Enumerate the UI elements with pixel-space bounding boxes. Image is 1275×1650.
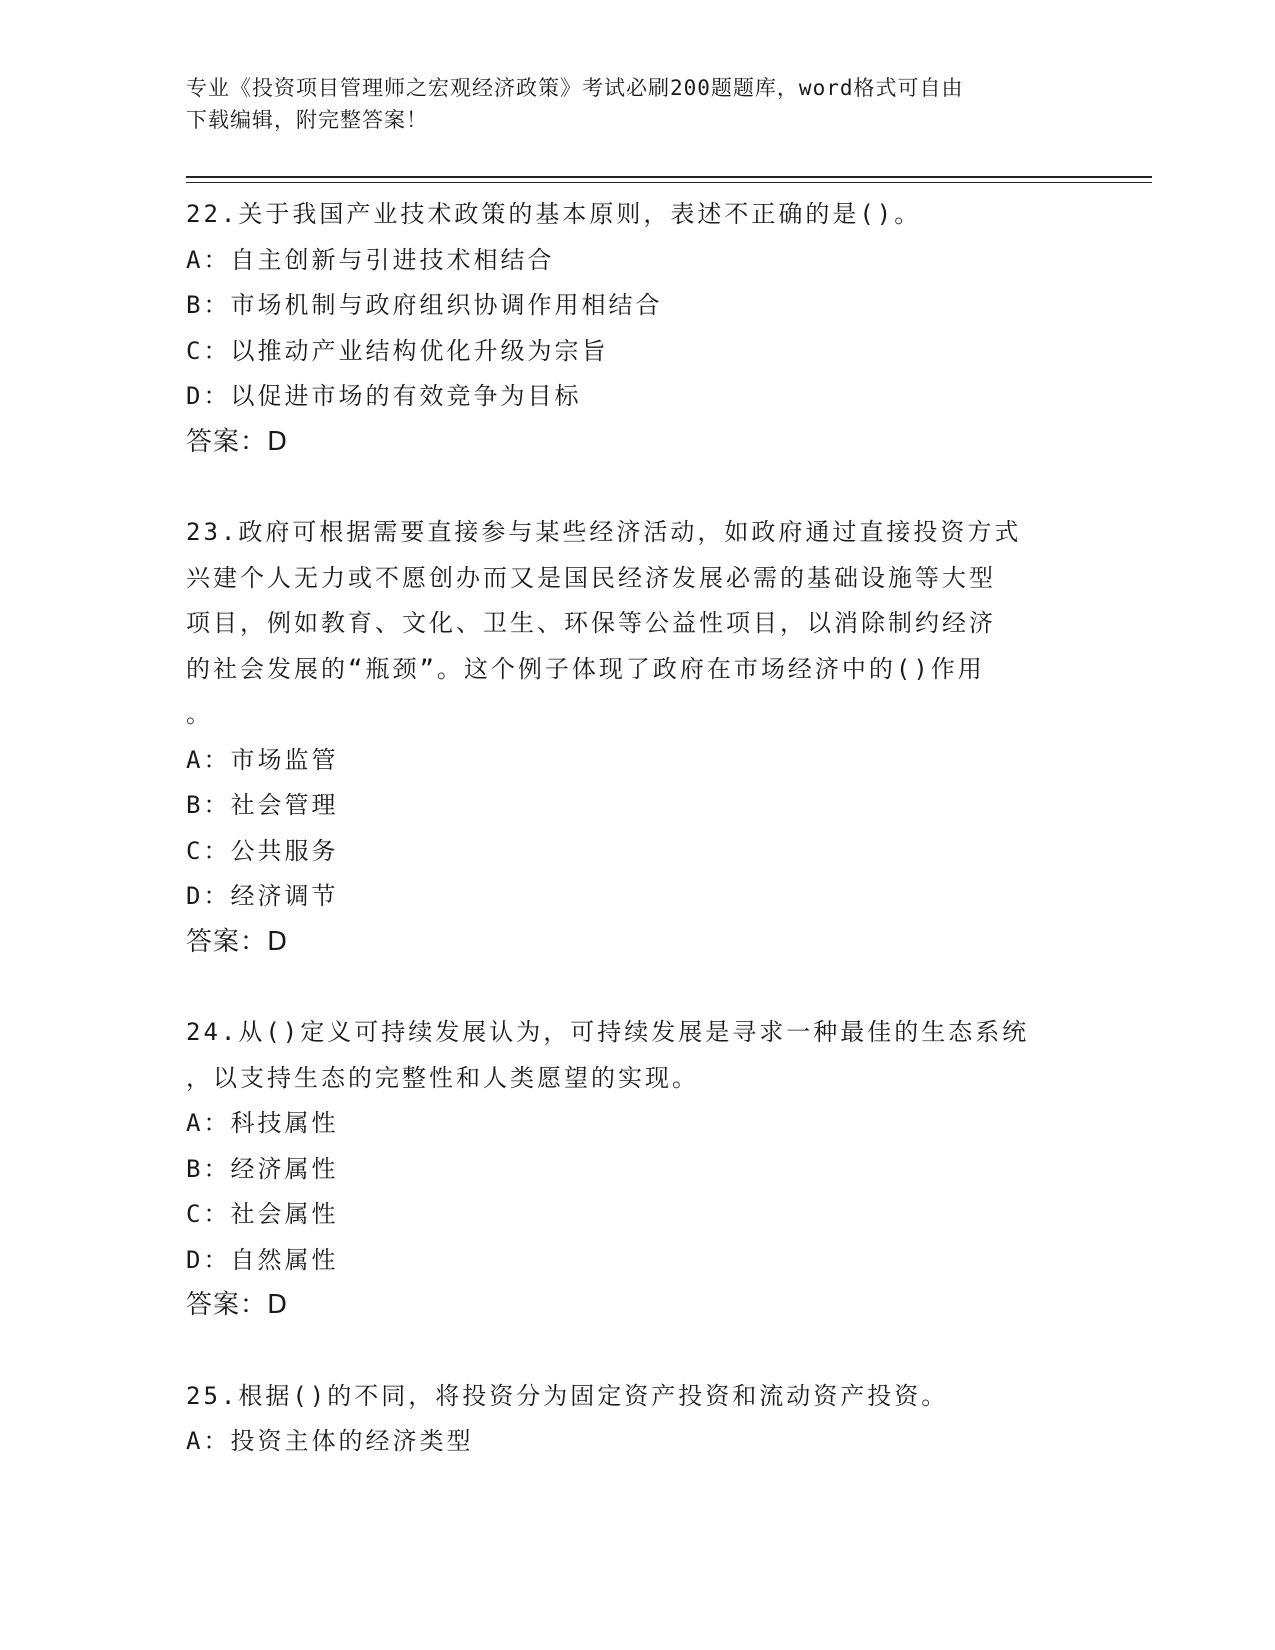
answer-line: 答案：D	[186, 426, 289, 457]
header-line-2: 下载编辑，附完整答案！	[186, 108, 428, 132]
question-stem-line-5: 。	[186, 700, 213, 728]
question-23	[186, 510, 1076, 965]
question-stem-line-1: 23.政府可根据需要直接参与某些经济活动，如政府通过直接投资方式	[186, 518, 1022, 546]
question-list	[186, 192, 1076, 1465]
option-c: C：社会属性	[186, 1200, 339, 1228]
header-divider-top	[186, 176, 1152, 178]
option-a: A：科技属性	[186, 1109, 339, 1137]
option-c: C：公共服务	[186, 836, 339, 865]
question-stem: 22.关于我国产业技术政策的基本原则，表述不正确的是()。	[186, 200, 922, 228]
answer-line: 答案：D	[186, 926, 289, 957]
question-stem-line-4: 的社会发展的“瓶颈”。这个例子体现了政府在市场经济中的()作用	[186, 654, 985, 683]
option-a: A：市场监管	[186, 745, 339, 774]
question-stem-line-2: 兴建个人无力或不愿创办而又是国民经济发展必需的基础设施等大型	[186, 563, 996, 592]
question-stem: 25.根据()的不同，将投资分为固定资产投资和流动资产投资。	[186, 1381, 949, 1410]
option-b: B：市场机制与政府组织协调作用相结合	[186, 291, 663, 319]
question-25	[186, 1374, 1076, 1465]
option-c: C：以推动产业结构优化升级为宗旨	[186, 336, 609, 365]
question-24	[186, 1010, 1076, 1329]
question-22	[186, 192, 1076, 465]
option-b: B：经济属性	[186, 1154, 339, 1183]
option-d: D：经济调节	[186, 882, 339, 910]
question-stem-line-2: ，以支持生态的完整性和人类愿望的实现。	[186, 1063, 699, 1092]
option-a: A：投资主体的经济类型	[186, 1427, 474, 1455]
header-divider-bottom	[186, 182, 1152, 183]
question-stem-line-3: 项目，例如教育、文化、卫生、环保等公益性项目，以消除制约经济	[186, 609, 996, 637]
option-b: B：社会管理	[186, 791, 339, 819]
option-d: D：自然属性	[186, 1245, 339, 1274]
answer-line: 答案：D	[186, 1290, 289, 1320]
header-line-1: 专业《投资项目管理师之宏观经济政策》考试必刷200题题库，word格式可自由	[186, 76, 964, 100]
document-header	[186, 72, 1066, 136]
option-a: A：自主创新与引进技术相结合	[186, 245, 555, 274]
option-d: D：以促进市场的有效竞争为目标	[186, 382, 582, 410]
question-stem-line-1: 24.从()定义可持续发展认为，可持续发展是寻求一种最佳的生态系统	[186, 1018, 1030, 1046]
